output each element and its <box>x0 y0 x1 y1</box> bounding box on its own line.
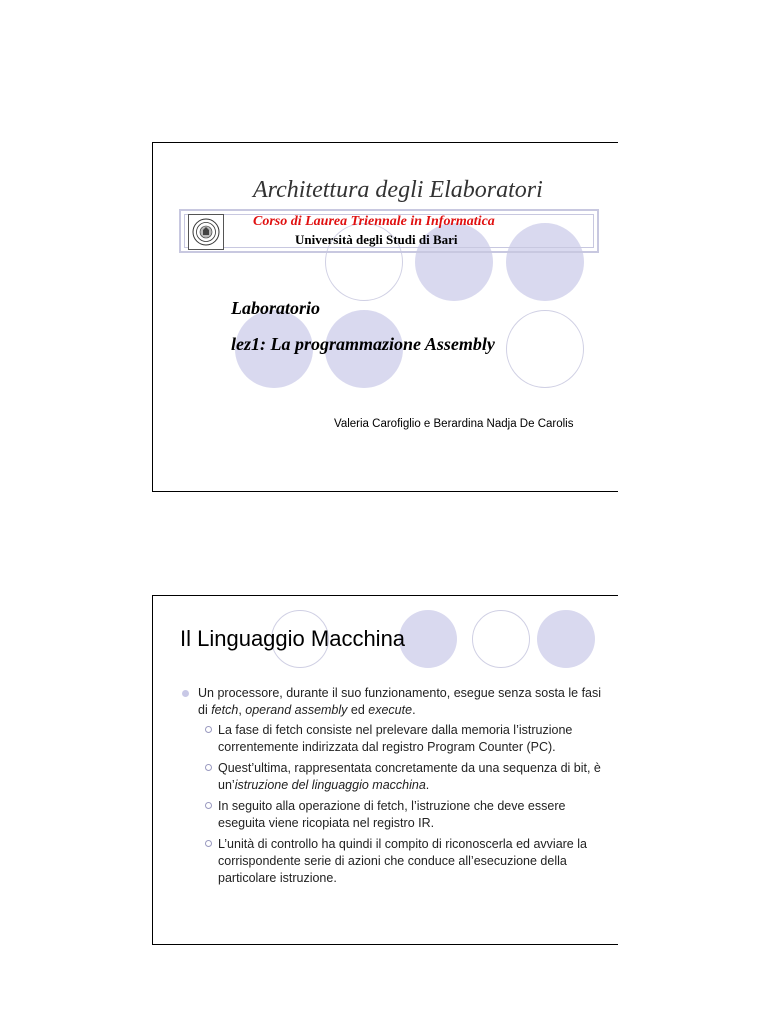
course-name: Corso di Laurea Triennale in Informatica <box>253 214 495 229</box>
list-item <box>180 722 610 756</box>
lecture-title: lez1: La programmazione Assembly <box>231 334 495 354</box>
sub-bullet-icon <box>205 764 212 771</box>
slide-heading: Il Linguaggio Macchina <box>180 626 406 651</box>
sub-item-text: L’unità di controllo ha quindi il compito di riconoscerla ed avviare la corrispondente serie di azioni che conduce all’esecuzione della particolare istruzione. <box>218 837 587 885</box>
university-name: Università degli Studi di Bari <box>295 232 458 247</box>
sub-item-text: La fase di fetch consiste nel prelevare dalla memoria l’istruzione correntemente indirizzata dal registro Program Counter (PC). <box>218 723 573 754</box>
slide-content <box>152 595 618 945</box>
authors: Valeria Carofiglio e Berardina Nadja De Carolis <box>334 418 574 430</box>
university-seal-icon <box>188 214 224 250</box>
deco-circle <box>537 610 595 668</box>
list-item <box>180 798 610 832</box>
list-item <box>180 685 610 719</box>
section-label: Laboratorio <box>231 298 321 318</box>
deco-circle <box>399 610 457 668</box>
sub-item-text: In seguito alla operazione di fetch, l’istruzione che deve essere eseguita viene ricopiata nel registro IR. <box>218 799 566 830</box>
presentation-title: Architettura degli Elaboratori <box>253 177 543 203</box>
bullet-text: Un processore, durante il suo funzionamento, esegue senza sosta le fasi di fetch, operand assembly ed execute. <box>198 686 602 717</box>
slide-title <box>152 142 618 492</box>
bullet-list <box>180 685 610 891</box>
list-item <box>180 836 610 887</box>
deco-circle <box>472 610 530 668</box>
sub-bullet-icon <box>205 840 212 847</box>
sub-bullet-icon <box>205 802 212 809</box>
sub-bullet-icon <box>205 726 212 733</box>
list-item <box>180 760 610 794</box>
sub-item-text: Quest’ultima, rappresentata concretamente da una sequenza di bit, è un’istruzione del linguaggio macchina. <box>218 761 601 792</box>
deco-circle <box>506 310 584 388</box>
bullet-icon <box>182 690 189 697</box>
